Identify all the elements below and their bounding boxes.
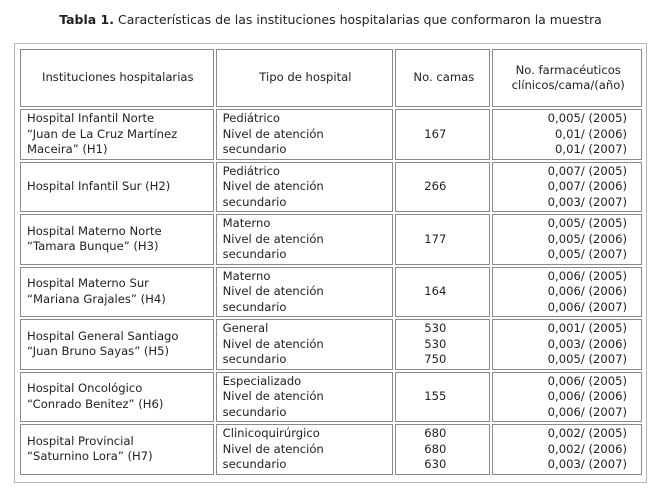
cell-camas-line: 680: [424, 441, 447, 456]
cell-institucion: [20, 162, 214, 213]
cell-institucion-line: Hospital General Santiago: [27, 328, 179, 343]
cell-tipo-line: Nivel de atención: [222, 231, 324, 246]
cell-camas: [395, 372, 490, 423]
cell-farmaceuticos-line: 0,003/ (2007): [547, 457, 627, 471]
cell-tipo-line: Nivel de atención: [222, 284, 324, 298]
cell-tipo-line: Nivel de atención: [222, 179, 324, 193]
cell-tipo: [216, 214, 394, 265]
cell-camas-line: 750: [424, 352, 447, 366]
cell-institucion: [20, 372, 214, 423]
table-caption: [0, 12, 661, 27]
table-row: [20, 214, 642, 265]
cell-camas-line: 155: [424, 389, 447, 403]
cell-farmaceuticos: [492, 214, 642, 265]
cell-institucion: [20, 424, 214, 475]
cell-institucion-line: “Conrado Benitez” (H6): [27, 396, 164, 411]
cell-camas-line: 177: [424, 231, 447, 246]
cell-camas: [395, 214, 490, 265]
table-row: [20, 162, 642, 213]
caption-text: Características de las instituciones hospitalarias que conformaron la muestra: [114, 12, 602, 27]
cell-tipo-line: Materno: [222, 216, 271, 230]
cell-farmaceuticos-line: 0,005/ (2005): [547, 216, 627, 230]
cell-farmaceuticos-line: 0,005/ (2006): [547, 231, 627, 246]
cell-camas: [395, 424, 490, 475]
cell-farmaceuticos-line: 0,001/ (2005): [547, 321, 627, 335]
cell-camas: [395, 109, 490, 160]
cell-tipo-line: secundario: [222, 247, 287, 261]
cell-tipo-line: Nivel de atención: [222, 336, 324, 351]
cell-farmaceuticos-line: 0,006/ (2006): [547, 284, 627, 298]
cell-tipo-line: secundario: [222, 194, 287, 209]
cell-tipo-line: secundario: [222, 404, 287, 419]
cell-farmaceuticos-line: 0,01/ (2007): [555, 142, 627, 156]
cell-tipo-line: secundario: [222, 352, 287, 366]
cell-farmaceuticos-line: 0,006/ (2007): [547, 299, 627, 314]
cell-farmaceuticos-line: 0,01/ (2006): [555, 126, 627, 141]
hospital-table: [18, 47, 644, 477]
cell-farmaceuticos-line: 0,002/ (2005): [547, 426, 627, 440]
cell-institucion-line: Hospital Provincial: [27, 433, 134, 448]
cell-farmaceuticos: [492, 424, 642, 475]
cell-farmaceuticos-line: 0,006/ (2006): [547, 389, 627, 403]
cell-camas-line: 164: [424, 284, 447, 298]
cell-institucion-line: “Juan de La Cruz Martínez: [27, 126, 178, 141]
table-row: [20, 267, 642, 318]
table-frame: [14, 43, 647, 483]
cell-tipo-line: secundario: [222, 142, 287, 156]
cell-institucion-line: Hospital Infantil Sur (H2): [27, 179, 171, 193]
cell-farmaceuticos-line: 0,003/ (2006): [547, 336, 627, 351]
cell-tipo-line: Nivel de atención: [222, 389, 324, 403]
cell-tipo-line: Pediátrico: [222, 163, 281, 178]
cell-farmaceuticos-line: 0,007/ (2005): [547, 163, 627, 178]
cell-camas-line: 167: [424, 126, 447, 141]
cell-farmaceuticos-line: 0,005/ (2007): [547, 352, 627, 366]
cell-farmaceuticos-line: 0,006/ (2005): [547, 373, 627, 388]
cell-tipo-line: Nivel de atención: [222, 441, 324, 456]
cell-farmaceuticos-line: 0,002/ (2006): [547, 441, 627, 456]
cell-farmaceuticos-line: 0,007/ (2006): [547, 179, 627, 193]
cell-farmaceuticos-line: 0,006/ (2005): [547, 268, 627, 283]
cell-institucion-line: “Saturnino Lora” (H7): [27, 449, 153, 464]
cell-tipo-line: Especializado: [222, 373, 302, 388]
cell-farmaceuticos-line: 0,005/ (2005): [547, 111, 627, 125]
cell-camas-line: 680: [424, 426, 447, 440]
cell-camas-line: 630: [424, 457, 447, 471]
cell-camas: [395, 319, 490, 370]
cell-tipo-line: secundario: [222, 457, 287, 471]
header-camas: No. camas: [395, 49, 490, 107]
table-body: [20, 49, 642, 475]
cell-farmaceuticos: [492, 109, 642, 160]
header-farm-line-1: No. farmacéuticos: [515, 62, 621, 77]
cell-tipo-line: Nivel de atención: [222, 126, 324, 141]
cell-tipo: [216, 424, 394, 475]
caption-label: Tabla 1.: [59, 12, 115, 27]
cell-institucion: [20, 109, 214, 160]
cell-camas: [395, 162, 490, 213]
cell-camas-line: 530: [424, 336, 447, 351]
cell-camas-line: 266: [424, 179, 447, 193]
table-row: [20, 109, 642, 160]
table-row: [20, 319, 642, 370]
header-farmaceuticos: [492, 49, 642, 107]
header-tipo: Tipo de hospital: [216, 49, 394, 107]
cell-farmaceuticos-line: 0,003/ (2007): [547, 194, 627, 209]
cell-tipo: [216, 372, 394, 423]
cell-camas-line: 530: [424, 321, 447, 335]
table-header-row: [20, 49, 642, 107]
cell-tipo-line: Pediátrico: [222, 111, 281, 125]
cell-farmaceuticos: [492, 162, 642, 213]
cell-institucion: [20, 319, 214, 370]
cell-institucion-line: “Tamara Bunque” (H3): [27, 239, 159, 254]
cell-institucion: [20, 267, 214, 318]
cell-institucion-line: “Juan Bruno Sayas” (H5): [27, 344, 170, 359]
cell-institucion-line: “Mariana Grajales” (H4): [27, 291, 166, 306]
table-row: [20, 424, 642, 475]
cell-institucion-line: Hospital Materno Sur: [27, 276, 149, 291]
cell-tipo-line: Materno: [222, 268, 271, 283]
cell-tipo-line: Clinicoquirúrgico: [222, 426, 320, 440]
cell-institucion-line: Hospital Materno Norte: [27, 223, 162, 238]
cell-farmaceuticos: [492, 372, 642, 423]
header-instituciones: Instituciones hospitalarias: [20, 49, 214, 107]
cell-tipo: [216, 109, 394, 160]
cell-camas: [395, 267, 490, 318]
cell-tipo: [216, 267, 394, 318]
cell-institucion-line: Maceira” (H1): [27, 142, 108, 156]
cell-institucion: [20, 214, 214, 265]
cell-farmaceuticos: [492, 319, 642, 370]
cell-farmaceuticos-line: 0,006/ (2007): [547, 404, 627, 419]
cell-tipo-line: General: [222, 321, 269, 335]
cell-institucion-line: Hospital Infantil Norte: [27, 111, 155, 125]
cell-tipo: [216, 319, 394, 370]
table-row: [20, 372, 642, 423]
header-farm-line-2: clínicos/cama/(año): [511, 78, 625, 92]
cell-farmaceuticos: [492, 267, 642, 318]
cell-institucion-line: Hospital Oncológico: [27, 381, 143, 396]
cell-tipo: [216, 162, 394, 213]
cell-farmaceuticos-line: 0,005/ (2007): [547, 247, 627, 261]
cell-tipo-line: secundario: [222, 299, 287, 314]
